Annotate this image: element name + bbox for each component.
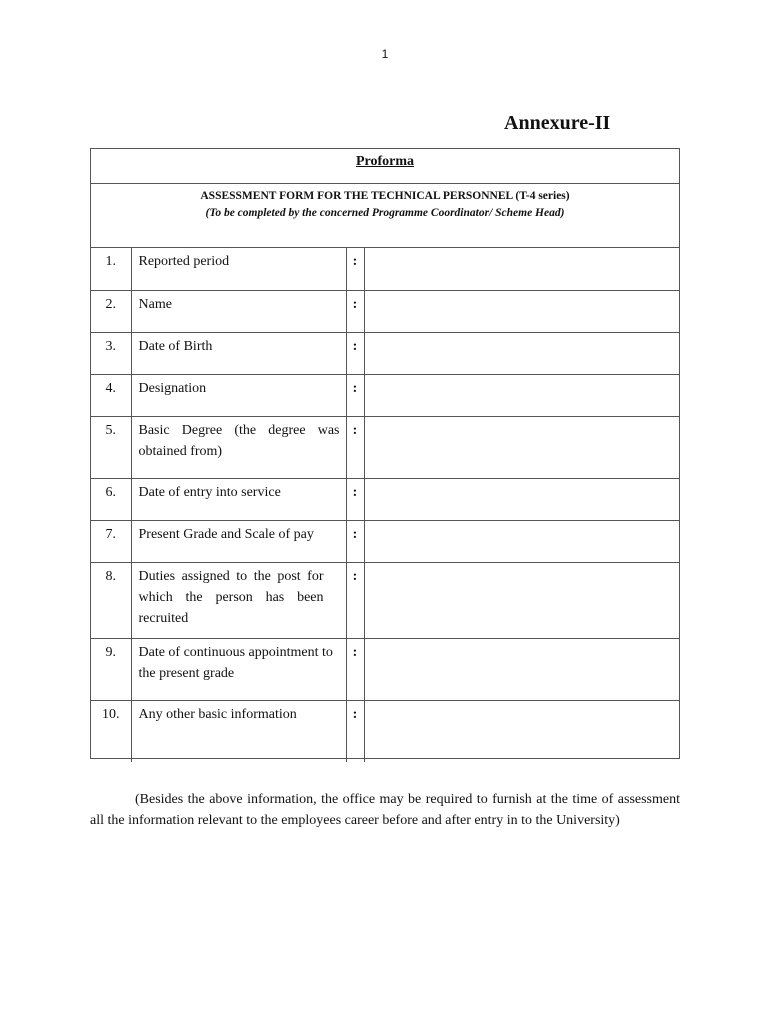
row-number: 8. <box>105 568 116 584</box>
row-colon: : <box>352 484 358 500</box>
form-row-date-of-birth <box>91 332 679 374</box>
value-field-date-of-birth[interactable] <box>365 333 680 336</box>
proforma-header <box>91 149 679 184</box>
form-row-name <box>91 290 679 332</box>
value-field-other-information[interactable] <box>365 701 680 704</box>
row-label: Basic Degree (the degree was obtained from) <box>138 422 340 459</box>
row-label: Date of Birth <box>138 338 213 354</box>
row-number: 9. <box>105 644 116 660</box>
row-number: 1. <box>105 254 116 269</box>
row-number: 10. <box>102 706 120 722</box>
row-label: Present Grade and Scale of pay <box>138 526 314 542</box>
row-colon: : <box>352 338 358 354</box>
form-row-reported-period <box>91 248 679 290</box>
value-field-duties-assigned[interactable] <box>365 563 680 566</box>
row-number: 3. <box>105 338 116 354</box>
form-subtitle: (To be completed by the concerned Programme Coordinator/ Scheme Head) <box>205 207 565 219</box>
page-number: 1 <box>381 47 389 61</box>
row-number: 6. <box>105 484 116 500</box>
form-row-other-information <box>91 700 679 762</box>
row-label: Date of entry into service <box>138 484 281 500</box>
annexure-title: Annexure-II <box>504 112 611 134</box>
row-number: 4. <box>105 380 116 396</box>
row-colon: : <box>352 380 358 396</box>
row-colon: : <box>352 706 358 722</box>
form-row-duties-assigned <box>91 562 679 638</box>
row-label: Duties assigned to the post for which the person has been recruited <box>138 568 324 626</box>
row-number: 7. <box>105 526 116 542</box>
row-number: 5. <box>105 422 116 438</box>
value-field-grade-and-scale[interactable] <box>365 521 680 524</box>
value-field-date-of-entry[interactable] <box>365 479 680 482</box>
row-colon: : <box>352 568 358 584</box>
assessment-form <box>90 148 680 759</box>
row-colon: : <box>352 644 358 660</box>
row-number: 2. <box>105 296 116 312</box>
row-label: Date of continuous appointment to the present grade <box>138 644 333 681</box>
form-heading <box>91 184 679 248</box>
value-field-reported-period[interactable] <box>365 248 680 251</box>
row-colon: : <box>352 254 358 269</box>
row-label: Designation <box>138 380 207 396</box>
value-field-continuous-appointment[interactable] <box>365 639 680 642</box>
footer-note: (Besides the above information, the office may be required to furnish at the time of assessment all the information relevant to the employees career before and after entry in to the University) <box>90 792 680 828</box>
row-colon: : <box>352 526 358 542</box>
form-title: ASSESSMENT FORM FOR THE TECHNICAL PERSONNEL (T-4 series) <box>200 190 570 202</box>
row-label: Reported period <box>138 254 230 269</box>
value-field-designation[interactable] <box>365 375 680 378</box>
row-colon: : <box>352 296 358 312</box>
value-field-basic-degree[interactable] <box>365 417 680 420</box>
form-row-basic-degree <box>91 416 679 478</box>
row-label: Any other basic information <box>138 706 297 722</box>
row-label: Name <box>138 296 172 312</box>
form-row-continuous-appointment <box>91 638 679 700</box>
form-fields-table <box>91 248 679 762</box>
proforma-label: Proforma <box>355 154 415 169</box>
value-field-name[interactable] <box>365 291 680 294</box>
form-row-designation <box>91 374 679 416</box>
row-colon: : <box>352 422 358 438</box>
form-row-date-of-entry <box>91 478 679 520</box>
form-row-grade-and-scale <box>91 520 679 562</box>
